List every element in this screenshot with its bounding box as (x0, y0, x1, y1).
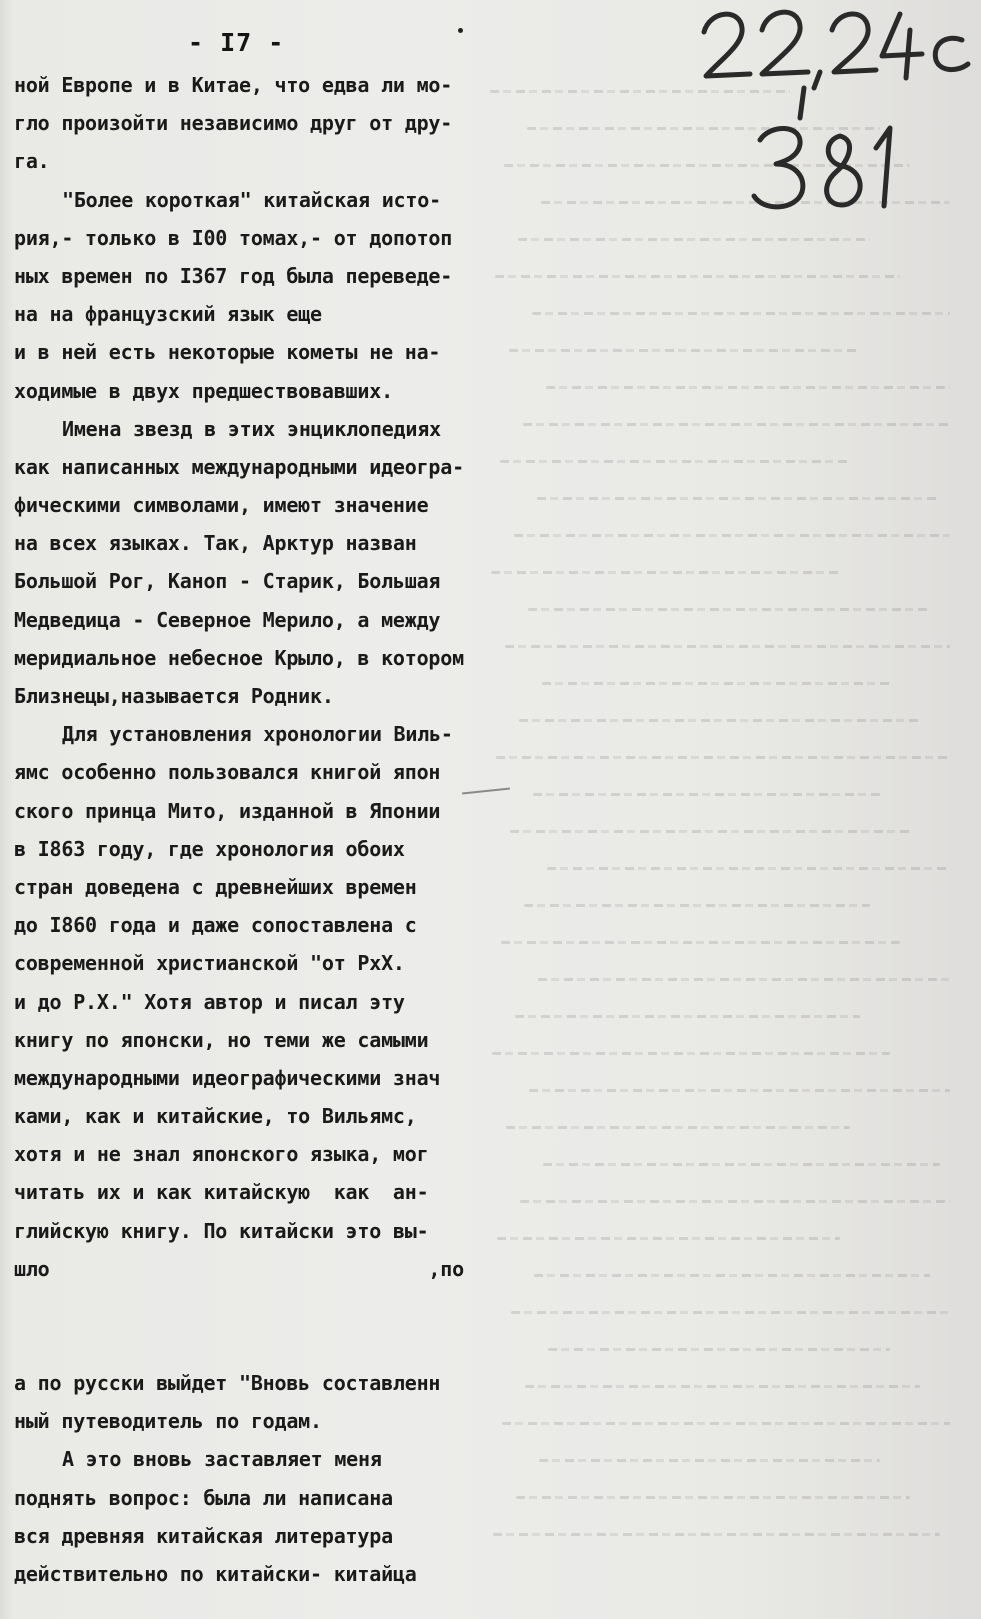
bleed-line (511, 1311, 950, 1314)
text-line: международными идеографическими знач (14, 1065, 441, 1090)
bleed-line (532, 312, 950, 315)
bleed-line (543, 1163, 940, 1166)
bleed-line (520, 1200, 950, 1203)
bleed-line (514, 534, 950, 537)
bleed-line (529, 1089, 950, 1092)
page-number: - I7 - (188, 28, 285, 57)
bleed-line (505, 645, 950, 648)
text-line: ямс особенно пользовался книгой япон (14, 760, 441, 785)
text-line: стран доведена с древнейших времен (14, 874, 417, 899)
text-line: Большой Рог, Каноп - Старик, Большая (14, 569, 441, 594)
bleed-line (524, 904, 870, 907)
text-line: "Более короткая" китайская исто- (62, 187, 441, 212)
text-line: фическими символами, имеют значение (14, 493, 429, 518)
text-line: современной христианской "от РхХ. (14, 951, 405, 976)
bleed-line (515, 1015, 860, 1018)
text-line: как написанных международными идеогра- (14, 454, 464, 479)
text-line: поднять вопрос: была ли написана (14, 1485, 393, 1510)
text-line: на всех языках. Так, Арктур назван (14, 531, 417, 556)
bleed-line (506, 1126, 850, 1129)
text-line: А это вновь заставляет меня (62, 1447, 382, 1472)
bleed-line (491, 571, 840, 574)
text-line: меридиальное небесное Крыло, в котором (14, 645, 464, 670)
text-line: и до Р.Х." Хотя автор и писал эту (14, 989, 405, 1014)
bleed-line (492, 1052, 890, 1055)
bleed-line (500, 460, 850, 463)
text-line: и в ней есть некоторые кометы не на- (14, 340, 441, 365)
bleed-line (548, 1348, 890, 1351)
bleed-line (528, 608, 930, 611)
text-line: до I860 года и даже сопоставлена с (14, 913, 417, 938)
bleed-line (496, 756, 950, 759)
text-line: читать их и как китайскую как ан- (14, 1180, 429, 1205)
bleed-line (519, 719, 920, 722)
text-line: Для установления хронологии Виль- (62, 722, 453, 747)
text-line: вся древняя китайская литература (14, 1523, 393, 1548)
text-line: шло ,по (14, 1256, 464, 1281)
text-line: а по русски выйдет "Вновь составленн (14, 1371, 441, 1395)
bleed-line (518, 238, 870, 241)
text-line: ных времен по I367 год была переведе- (14, 263, 453, 288)
bleed-line (546, 386, 950, 389)
bleed-line (497, 1237, 840, 1240)
handwritten-annotation (700, 0, 975, 230)
text-line: ского принца Мито, изданной в Японии (14, 798, 441, 823)
ink-dot (458, 28, 463, 33)
text-line: Имена звезд в этих энциклопедиях (62, 416, 441, 441)
bleed-line (539, 1459, 880, 1462)
bleed-line (516, 1496, 910, 1499)
bleed-line (495, 275, 900, 278)
bleed-line (533, 793, 880, 796)
text-line: ками, как и китайские, то Вильямс, (14, 1104, 417, 1129)
bleed-line (493, 1533, 940, 1536)
text-line: ходимые в двух предшествовавших. (14, 378, 393, 403)
text-line: действительно по китайски- китайца (14, 1561, 417, 1586)
bleed-line (542, 682, 890, 685)
bleed-line (534, 1274, 930, 1277)
bleed-line (547, 867, 950, 870)
bleed-line (502, 1422, 950, 1425)
text-line: хотя и не знал японского языка, мог (14, 1142, 429, 1167)
text-line: Близнецы,называется Родник. (14, 684, 334, 708)
text-line: гло произойти независимо друг от дру- (14, 111, 453, 136)
bleed-line (523, 423, 950, 426)
text-line: га. (14, 149, 50, 174)
bleed-line (510, 830, 910, 833)
bleed-through-text (470, 60, 975, 1600)
bleed-line (538, 978, 950, 981)
bleed-line (501, 941, 900, 944)
line-gap (14, 1288, 514, 1364)
text-line: ный путеводитель по годам. (14, 1409, 322, 1434)
handwritten-annotation-drawing (700, 0, 975, 230)
text-line: Медведица - Северное Мерило, а между (14, 607, 441, 632)
text-line: в I863 году, где хронология обоих (14, 836, 405, 861)
bleed-line (509, 349, 860, 352)
bleed-line (525, 1385, 920, 1388)
text-line: глийскую книгу. По китайски это вы- (14, 1218, 429, 1243)
text-line: рия,- только в I00 томах,- от допотоп (14, 225, 453, 250)
text-line: ной Европе и в Китае, что едва ли мо- (14, 73, 453, 97)
text-line: на на французский язык еще (14, 302, 322, 327)
typewritten-body (14, 66, 514, 1593)
bleed-line (537, 497, 940, 500)
text-line: книгу по японски, но теми же самыми (14, 1027, 429, 1052)
